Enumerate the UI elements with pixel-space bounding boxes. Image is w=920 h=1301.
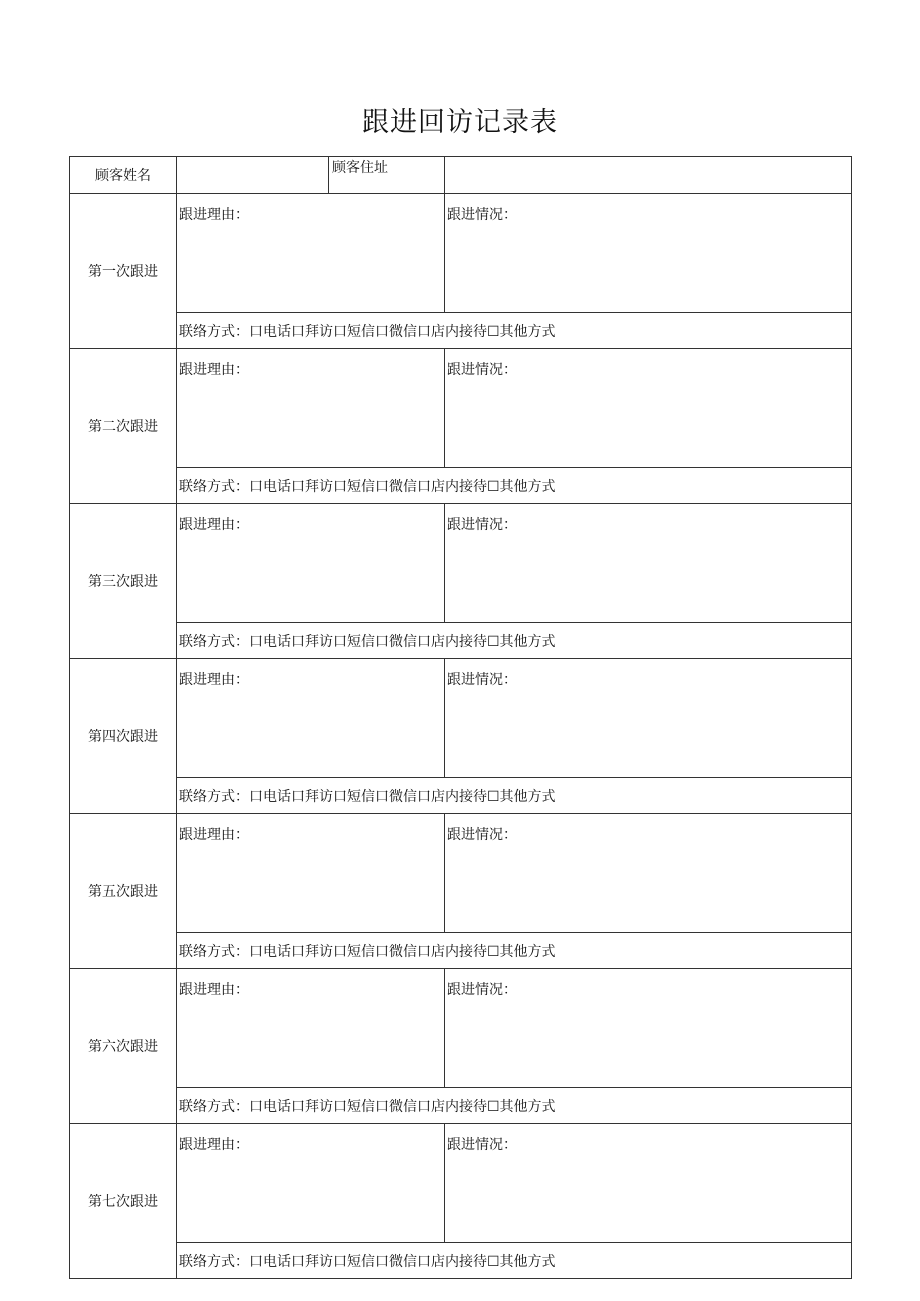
follow-up-reason-field[interactable]: 跟进理由： xyxy=(177,349,445,468)
follow-up-situation-field[interactable]: 跟进情况： xyxy=(445,504,852,623)
contact-method-options[interactable]: 联络方式：口电话口拜访口短信口微信口店内接待☐其他方式 xyxy=(177,468,852,504)
contact-method-options[interactable]: 联络方式：口电话口拜访口短信口微信口店内接待☐其他方式 xyxy=(177,623,852,659)
follow-up-rounds xyxy=(70,194,852,1279)
contact-method-row xyxy=(70,1088,852,1124)
contact-method-options[interactable]: 联络方式：口电话口拜访口短信口微信口店内接待☐其他方式 xyxy=(177,1088,852,1124)
follow-up-situation-field[interactable]: 跟进情况： xyxy=(445,814,852,933)
page-title: 跟进回访记录表 xyxy=(362,107,558,138)
round-label: 第五次跟进 xyxy=(70,814,177,969)
follow-up-round xyxy=(70,969,852,1088)
customer-name-label: 顾客姓名 xyxy=(70,157,177,194)
follow-up-situation-field[interactable]: 跟进情况： xyxy=(445,969,852,1088)
customer-address-label: 顾客住址 xyxy=(329,157,445,194)
follow-up-round xyxy=(70,1124,852,1243)
contact-method-row xyxy=(70,313,852,349)
follow-up-situation-field[interactable]: 跟进情况： xyxy=(445,1124,852,1243)
round-label: 第四次跟进 xyxy=(70,659,177,814)
contact-method-row xyxy=(70,623,852,659)
follow-up-reason-field[interactable]: 跟进理由： xyxy=(177,659,445,778)
round-label: 第二次跟进 xyxy=(70,349,177,504)
follow-up-situation-field[interactable]: 跟进情况： xyxy=(445,349,852,468)
contact-method-options[interactable]: 联络方式：口电话口拜访口短信口微信口店内接待☐其他方式 xyxy=(177,933,852,969)
follow-up-round xyxy=(70,349,852,468)
follow-up-round xyxy=(70,194,852,313)
customer-info-row xyxy=(70,157,852,194)
contact-method-row xyxy=(70,933,852,969)
follow-up-reason-field[interactable]: 跟进理由： xyxy=(177,814,445,933)
customer-name-field[interactable] xyxy=(177,157,329,194)
round-label: 第七次跟进 xyxy=(70,1124,177,1279)
follow-up-round xyxy=(70,504,852,623)
contact-method-row xyxy=(70,778,852,814)
follow-up-round xyxy=(70,814,852,933)
follow-up-reason-field[interactable]: 跟进理由： xyxy=(177,504,445,623)
contact-method-options[interactable]: 联络方式：口电话口拜访口短信口微信口店内接待☐其他方式 xyxy=(177,778,852,814)
round-label: 第六次跟进 xyxy=(70,969,177,1124)
contact-method-options[interactable]: 联络方式：口电话口拜访口短信口微信口店内接待☐其他方式 xyxy=(177,1243,852,1279)
follow-up-reason-field[interactable]: 跟进理由： xyxy=(177,969,445,1088)
follow-up-situation-field[interactable]: 跟进情况： xyxy=(445,659,852,778)
follow-up-situation-field[interactable]: 跟进情况： xyxy=(445,194,852,313)
contact-method-row xyxy=(70,1243,852,1279)
follow-up-round xyxy=(70,659,852,778)
round-label: 第一次跟进 xyxy=(70,194,177,349)
customer-address-field[interactable] xyxy=(445,157,852,194)
follow-up-form-table xyxy=(69,156,852,1279)
round-label: 第三次跟进 xyxy=(70,504,177,659)
contact-method-row xyxy=(70,468,852,504)
contact-method-options[interactable]: 联络方式：口电话口拜访口短信口微信口店内接待☐其他方式 xyxy=(177,313,852,349)
follow-up-reason-field[interactable]: 跟进理由： xyxy=(177,1124,445,1243)
follow-up-reason-field[interactable]: 跟进理由： xyxy=(177,194,445,313)
